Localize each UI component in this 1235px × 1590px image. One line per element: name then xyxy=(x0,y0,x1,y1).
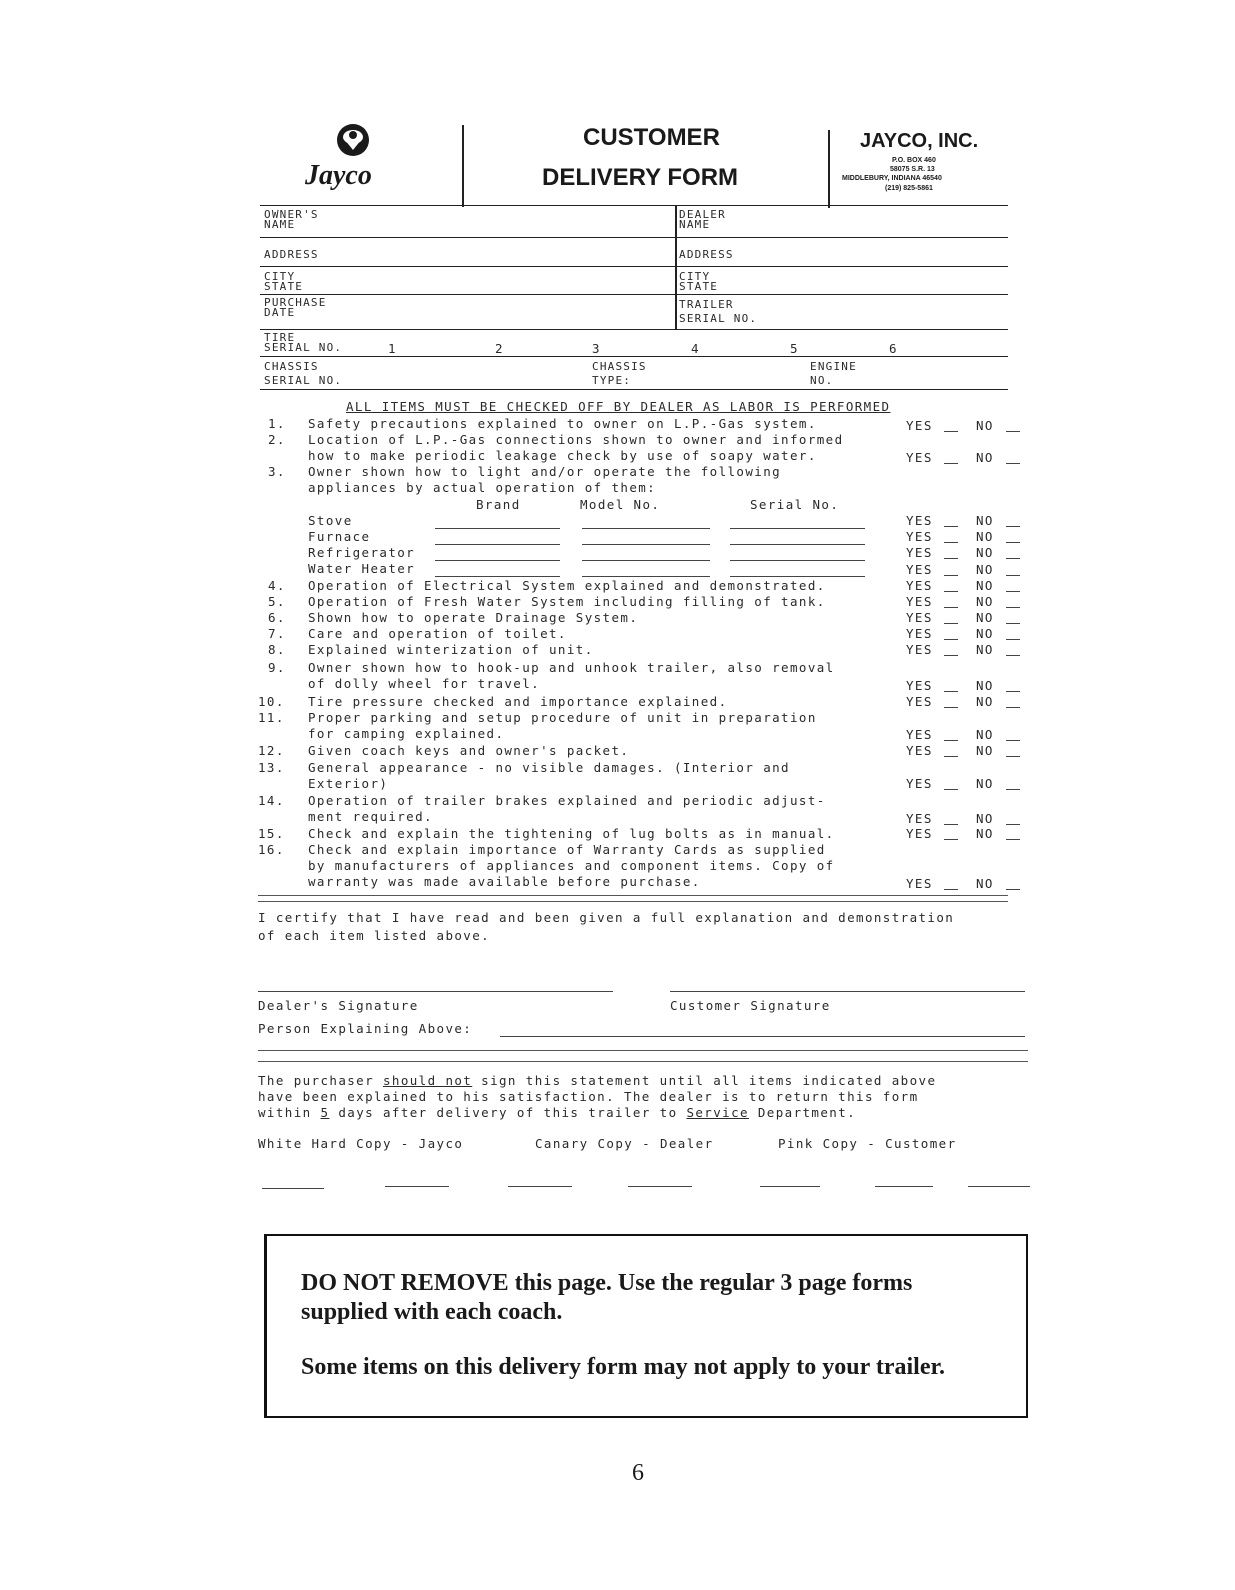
no-label: NO xyxy=(976,642,994,657)
item-11-line-2: for camping explained. xyxy=(308,726,505,741)
item-11-line-1: Proper parking and setup procedure of unit in preparation xyxy=(308,710,817,725)
city-state-label-left: CITY STATE xyxy=(264,270,304,293)
tire-number-6: 6 xyxy=(889,341,898,356)
yes-label: YES xyxy=(906,727,933,742)
company-phone: (219) 825-5861 xyxy=(885,185,933,192)
appliance-furnace: Furnace xyxy=(308,529,371,544)
no-label: NO xyxy=(976,776,994,791)
item-4-number: 4. xyxy=(268,578,286,593)
yes-checkbox[interactable] xyxy=(944,691,958,692)
tire-number-5: 5 xyxy=(790,341,799,356)
no-checkbox[interactable] xyxy=(1006,526,1020,527)
item-9-number: 9. xyxy=(268,660,286,675)
item-11-number: 11. xyxy=(258,710,285,725)
no-label: NO xyxy=(976,678,994,693)
item-12-line-1: Given coach keys and owner's packet. xyxy=(308,743,630,758)
item-3-line-2: appliances by actual operation of them: xyxy=(308,480,657,495)
logo-emblem-icon xyxy=(333,120,373,160)
yes-label: YES xyxy=(906,776,933,791)
no-label: NO xyxy=(976,727,994,742)
item-9-line-2: of dolly wheel for travel. xyxy=(308,676,541,691)
notice-line-1: The purchaser should not sign this statement until all items indicated above xyxy=(258,1073,937,1088)
item-16-line-2: by manufacturers of appliances and component items. Copy of xyxy=(308,858,835,873)
tire-serial-label: TIRE SERIAL NO. xyxy=(264,331,343,354)
yes-label: YES xyxy=(906,513,933,528)
no-checkbox[interactable] xyxy=(1006,591,1020,592)
yes-checkbox[interactable] xyxy=(944,740,958,741)
logo-text: Jayco xyxy=(305,160,372,191)
no-checkbox[interactable] xyxy=(1006,789,1020,790)
item-2-line-2: how to make periodic leakage check by use of soapy water. xyxy=(308,448,817,463)
no-checkbox[interactable] xyxy=(1006,623,1020,624)
company-address-3: MIDDLEBURY, INDIANA 46540 xyxy=(842,175,942,182)
item-8-number: 8. xyxy=(268,642,286,657)
no-checkbox[interactable] xyxy=(1006,839,1020,840)
address-label-left: ADDRESS xyxy=(264,248,319,261)
notice-line-3: within 5 days after delivery of this trailer to Service Department. xyxy=(258,1105,857,1120)
copy-canary: Canary Copy - Dealer xyxy=(535,1136,714,1151)
item-16-line-1: Check and explain importance of Warranty Cards as supplied xyxy=(308,842,826,857)
model-header: Model No. xyxy=(580,497,661,512)
yes-label: YES xyxy=(906,811,933,826)
form-title-line2: DELIVERY FORM xyxy=(542,164,739,191)
yes-checkbox[interactable] xyxy=(944,591,958,592)
no-label: NO xyxy=(976,626,994,641)
company-address-1: P.O. BOX 460 xyxy=(892,157,936,164)
dealer-signature-field[interactable] xyxy=(258,970,613,990)
item-13-number: 13. xyxy=(258,760,285,775)
header-divider-left xyxy=(462,125,464,207)
yes-checkbox[interactable] xyxy=(944,431,958,432)
item-15-number: 15. xyxy=(258,826,285,841)
item-3-line-1: Owner shown how to light and/or operate the following xyxy=(308,464,782,479)
yes-label: YES xyxy=(906,876,933,891)
no-label: NO xyxy=(976,743,994,758)
item-8-text: Explained winterization of unit. xyxy=(308,642,594,657)
yes-label: YES xyxy=(906,450,933,465)
item-7-text: Care and operation of toilet. xyxy=(308,626,567,641)
form-title-line1: CUSTOMER xyxy=(583,124,720,151)
item-6-number: 6. xyxy=(268,610,286,625)
yes-checkbox[interactable] xyxy=(944,889,958,890)
jayco-logo xyxy=(300,120,410,200)
appliance-water-heater: Water Heater xyxy=(308,561,416,576)
box-line-1: DO NOT REMOVE this page. Use the regular 3 page forms xyxy=(301,1270,913,1296)
no-checkbox[interactable] xyxy=(1006,691,1020,692)
yes-checkbox[interactable] xyxy=(944,756,958,757)
serial-header: Serial No. xyxy=(750,497,840,512)
yes-label: YES xyxy=(906,610,933,625)
brand-header: Brand xyxy=(476,497,521,512)
yes-checkbox[interactable] xyxy=(944,542,958,543)
chassis-serial-label: CHASSIS SERIAL NO. xyxy=(264,360,343,387)
yes-label: YES xyxy=(906,626,933,641)
city-state-label-right: CITY STATE xyxy=(679,270,719,293)
no-label: NO xyxy=(976,578,994,593)
yes-checkbox[interactable] xyxy=(944,839,958,840)
tire-number-3: 3 xyxy=(592,341,601,356)
no-label: NO xyxy=(976,610,994,625)
no-label: NO xyxy=(976,545,994,560)
yes-checkbox[interactable] xyxy=(944,607,958,608)
no-label: NO xyxy=(976,594,994,609)
item-5-number: 5. xyxy=(268,594,286,609)
no-checkbox[interactable] xyxy=(1006,756,1020,757)
tire-number-4: 4 xyxy=(691,341,700,356)
box-line-2: supplied with each coach. xyxy=(301,1299,563,1325)
dealer-name-label: DEALER NAME xyxy=(679,208,726,231)
yes-label: YES xyxy=(906,529,933,544)
item-13-line-2: Exterior) xyxy=(308,776,389,791)
chassis-type-label: CHASSIS TYPE: xyxy=(592,360,647,387)
yes-label: YES xyxy=(906,642,933,657)
yes-checkbox[interactable] xyxy=(944,824,958,825)
address-label-right: ADDRESS xyxy=(679,248,734,261)
no-checkbox[interactable] xyxy=(1006,889,1020,890)
item-15-line-1: Check and explain the tightening of lug bolts as in manual. xyxy=(308,826,835,841)
company-address-2: 58075 S.R. 13 xyxy=(890,166,935,173)
no-checkbox[interactable] xyxy=(1006,542,1020,543)
item-4-text: Operation of Electrical System explained and demonstrated. xyxy=(308,578,826,593)
appliance-refrigerator: Refrigerator xyxy=(308,545,416,560)
yes-label: YES xyxy=(906,743,933,758)
no-checkbox[interactable] xyxy=(1006,607,1020,608)
item-6-text: Shown how to operate Drainage System. xyxy=(308,610,639,625)
yes-label: YES xyxy=(906,678,933,693)
certify-line-1: I certify that I have read and been given a full explanation and demonstration xyxy=(258,910,955,925)
no-label: NO xyxy=(976,826,994,841)
no-label: NO xyxy=(976,562,994,577)
item-7-number: 7. xyxy=(268,626,286,641)
item-14-number: 14. xyxy=(258,793,285,808)
item-9-line-1: Owner shown how to hook-up and unhook trailer, also removal xyxy=(308,660,835,675)
yes-label: YES xyxy=(906,545,933,560)
purchase-date-label: PURCHASE DATE xyxy=(264,296,327,319)
no-label: NO xyxy=(976,450,994,465)
yes-checkbox[interactable] xyxy=(944,789,958,790)
yes-label: YES xyxy=(906,594,933,609)
no-checkbox[interactable] xyxy=(1006,463,1020,464)
item-14-line-2: ment required. xyxy=(308,809,433,824)
company-name: JAYCO, INC. xyxy=(860,130,979,152)
appliance-stove: Stove xyxy=(308,513,353,528)
item-10-line-1: Tire pressure checked and importance explained. xyxy=(308,694,728,709)
box-line-3: Some items on this delivery form may not apply to your trailer. xyxy=(301,1354,945,1380)
yes-checkbox[interactable] xyxy=(944,575,958,576)
item-10-number: 10. xyxy=(258,694,285,709)
yes-label: YES xyxy=(906,826,933,841)
copy-white: White Hard Copy - Jayco xyxy=(258,1136,464,1151)
owners-name-label: OWNER'S NAME xyxy=(264,208,319,231)
no-checkbox[interactable] xyxy=(1006,824,1020,825)
customer-signature-field[interactable] xyxy=(670,970,1025,990)
item-3-number: 3. xyxy=(268,464,286,479)
page-number: 6 xyxy=(632,1460,644,1486)
no-checkbox[interactable] xyxy=(1006,655,1020,656)
dealer-signature-label: Dealer's Signature xyxy=(258,998,419,1013)
person-explaining-label: Person Explaining Above: xyxy=(258,1021,473,1036)
yes-label: YES xyxy=(906,418,933,433)
yes-label: YES xyxy=(906,562,933,577)
no-checkbox[interactable] xyxy=(1006,707,1020,708)
no-label: NO xyxy=(976,513,994,528)
item-16-number: 16. xyxy=(258,842,285,857)
item-14-line-1: Operation of trailer brakes explained and periodic adjust- xyxy=(308,793,826,808)
no-checkbox[interactable] xyxy=(1006,575,1020,576)
yes-checkbox[interactable] xyxy=(944,655,958,656)
no-checkbox[interactable] xyxy=(1006,431,1020,432)
no-checkbox[interactable] xyxy=(1006,639,1020,640)
notice-box xyxy=(264,1234,1028,1418)
yes-checkbox[interactable] xyxy=(944,558,958,559)
yes-checkbox[interactable] xyxy=(944,639,958,640)
header-divider-right xyxy=(828,130,830,208)
yes-label: YES xyxy=(906,694,933,709)
yes-label: YES xyxy=(906,578,933,593)
copy-pink: Pink Copy - Customer xyxy=(778,1136,957,1151)
yes-checkbox[interactable] xyxy=(944,707,958,708)
yes-checkbox[interactable] xyxy=(944,623,958,624)
yes-checkbox[interactable] xyxy=(944,463,958,464)
item-5-text: Operation of Fresh Water System including filling of tank. xyxy=(308,594,826,609)
item-1-line-1: Safety precautions explained to owner on L.P.-Gas system. xyxy=(308,416,817,431)
no-checkbox[interactable] xyxy=(1006,740,1020,741)
item-13-line-1: General appearance - no visible damages. (Interior and xyxy=(308,760,790,775)
no-label: NO xyxy=(976,876,994,891)
item-1-number: 1. xyxy=(268,416,286,431)
item-16-line-3: warranty was made available before purchase. xyxy=(308,874,701,889)
instruction-heading: ALL ITEMS MUST BE CHECKED OFF BY DEALER AS LABOR IS PERFORMED xyxy=(346,399,891,414)
tire-number-2: 2 xyxy=(495,341,504,356)
no-label: NO xyxy=(976,529,994,544)
no-label: NO xyxy=(976,418,994,433)
item-2-number: 2. xyxy=(268,432,286,447)
item-12-number: 12. xyxy=(258,743,285,758)
tire-number-1: 1 xyxy=(388,341,397,356)
certify-line-2: of each item listed above. xyxy=(258,928,491,943)
no-checkbox[interactable] xyxy=(1006,558,1020,559)
yes-checkbox[interactable] xyxy=(944,526,958,527)
person-explaining-field[interactable] xyxy=(500,1018,1025,1037)
customer-signature-label: Customer Signature xyxy=(670,998,831,1013)
engine-no-label: ENGINE NO. xyxy=(810,360,857,387)
item-2-line-1: Location of L.P.-Gas connections shown to owner and informed xyxy=(308,432,844,447)
no-label: NO xyxy=(976,694,994,709)
trailer-serial-label: TRAILER SERIAL NO. xyxy=(679,298,758,325)
notice-line-2: have been explained to his satisfaction. The dealer is to return this form xyxy=(258,1089,919,1104)
no-label: NO xyxy=(976,811,994,826)
